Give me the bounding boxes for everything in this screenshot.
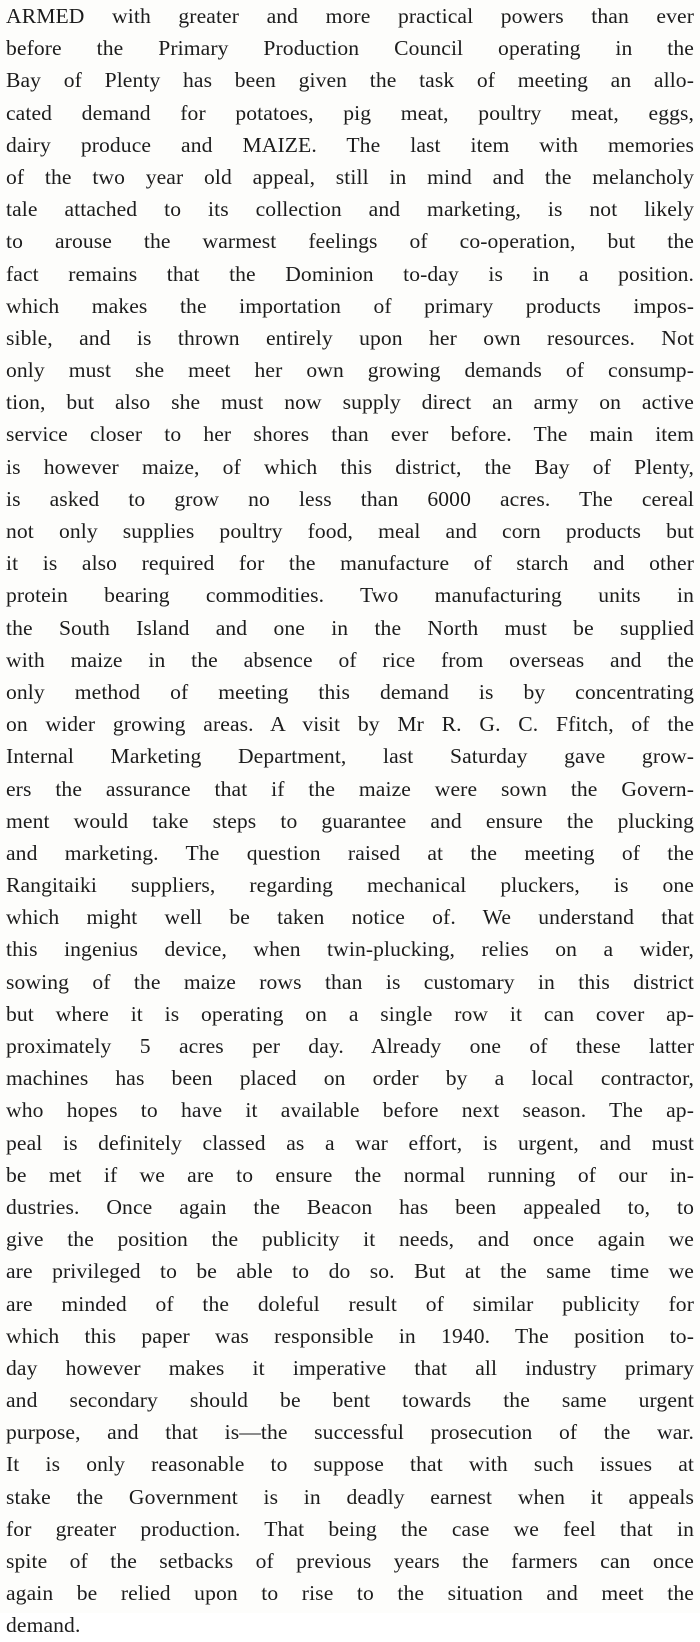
article-line: stake the Government is in deadly earnest when it appeals xyxy=(6,1484,694,1509)
article-line: which might well be taken notice of. We understand that xyxy=(6,905,694,930)
article-line: is asked to grow no less than 6000 acres. The cereal xyxy=(6,486,694,511)
article-line: is however maize, of which this district, the Bay of Plenty, xyxy=(6,454,694,479)
article-line: spite of the setbacks of previous years the farmers can once xyxy=(6,1549,694,1573)
article-line: of the two year old appeal, still in mind and the melancholy xyxy=(6,164,694,189)
article-line: not only supplies poultry food, meal and corn products but xyxy=(6,519,694,543)
article-line: ers the assurance that if the maize were sown the Govern- xyxy=(6,776,694,801)
article-line: Internal Marketing Department, last Saturday gave grow- xyxy=(6,744,694,769)
article-line: purpose, and that is—the successful prosecution of the war. xyxy=(6,1420,694,1445)
article-line: peal is definitely classed as a war effort, is urgent, and must xyxy=(6,1130,694,1155)
article-line: it is also required for the manufacture of starch and other xyxy=(6,551,694,576)
article-line: but where it is operating on a single row it can cover ap- xyxy=(6,1001,694,1026)
article-line: for greater production. That being the case we feel that in xyxy=(6,1516,694,1541)
article-line: sible, and is thrown entirely upon her own resources. Not xyxy=(6,325,694,350)
article-line: give the position the publicity it needs, and once again we xyxy=(6,1227,694,1252)
article-line: only must she meet her own growing demands of consump- xyxy=(6,358,694,383)
article-line: be met if we are to ensure the normal running of our in- xyxy=(6,1162,694,1187)
article-line: fact remains that the Dominion to-day is in a position. xyxy=(6,261,694,286)
article-line: day however makes it imperative that all industry primary xyxy=(6,1355,694,1380)
article-line: Rangitaiki suppliers, regarding mechanical pluckers, is one xyxy=(6,873,694,898)
article-line: with maize in the absence of rice from overseas and the xyxy=(6,647,694,672)
article-line: dairy produce and MAIZE. The last item with memories xyxy=(6,132,694,157)
article-line: machines has been placed on order by a local contractor, xyxy=(6,1066,694,1091)
article-line: on wider growing areas. A visit by Mr R. G. C. Ffitch, of the xyxy=(6,712,694,737)
article-line: service closer to her shores than ever before. The main item xyxy=(6,422,694,447)
article-line: proximately 5 acres per day. Already one of these latter xyxy=(6,1034,694,1058)
article-line: which makes the importation of primary products impos- xyxy=(6,293,694,318)
article-line: before the Primary Production Council operating in the xyxy=(6,36,694,61)
article-line: this ingenius device, when twin-plucking, relies on a wider, xyxy=(6,937,694,962)
article-line: demand. xyxy=(6,1613,81,1638)
article-line: the South Island and one in the North must be supplied xyxy=(6,615,694,640)
article-line: which this paper was responsible in 1940. The position to- xyxy=(6,1323,694,1348)
article-line: are privileged to be able to do so. But at the same time we xyxy=(6,1259,694,1284)
article-line: sowing of the maize rows than is customary in this district xyxy=(6,969,694,994)
article-line: again be relied upon to rise to the situation and meet the xyxy=(6,1581,694,1606)
article-line: cated demand for potatoes, pig meat, poultry meat, eggs, xyxy=(6,100,694,125)
article-line: ARMED with greater and more practical powers than ever xyxy=(6,4,694,28)
article-line: ment would take steps to guarantee and ensure the plucking xyxy=(6,808,694,833)
article-line: only method of meeting this demand is by concentrating xyxy=(6,679,694,704)
article-line: to arouse the warmest feelings of co-operation, but the xyxy=(6,229,694,254)
article-line: dustries. Once again the Beacon has been appealed to, to xyxy=(6,1194,694,1219)
article-line: tion, but also she must now supply direct an army on active xyxy=(6,390,694,415)
article-line: who hopes to have it available before next season. The ap- xyxy=(6,1098,694,1123)
article-line: are minded of the doleful result of similar publicity for xyxy=(6,1291,694,1316)
article-line: protein bearing commodities. Two manufacturing units in xyxy=(6,583,694,608)
article-line: Bay of Plenty has been given the task of meeting an allo- xyxy=(6,68,694,93)
article-line: It is only reasonable to suppose that with such issues at xyxy=(6,1452,694,1477)
article-line: tale attached to its collection and marketing, is not likely xyxy=(6,197,694,222)
article-line: and secondary should be bent towards the same urgent xyxy=(6,1388,694,1413)
article-body xyxy=(6,0,694,1642)
article-line: and marketing. The question raised at the meeting of the xyxy=(6,840,694,865)
